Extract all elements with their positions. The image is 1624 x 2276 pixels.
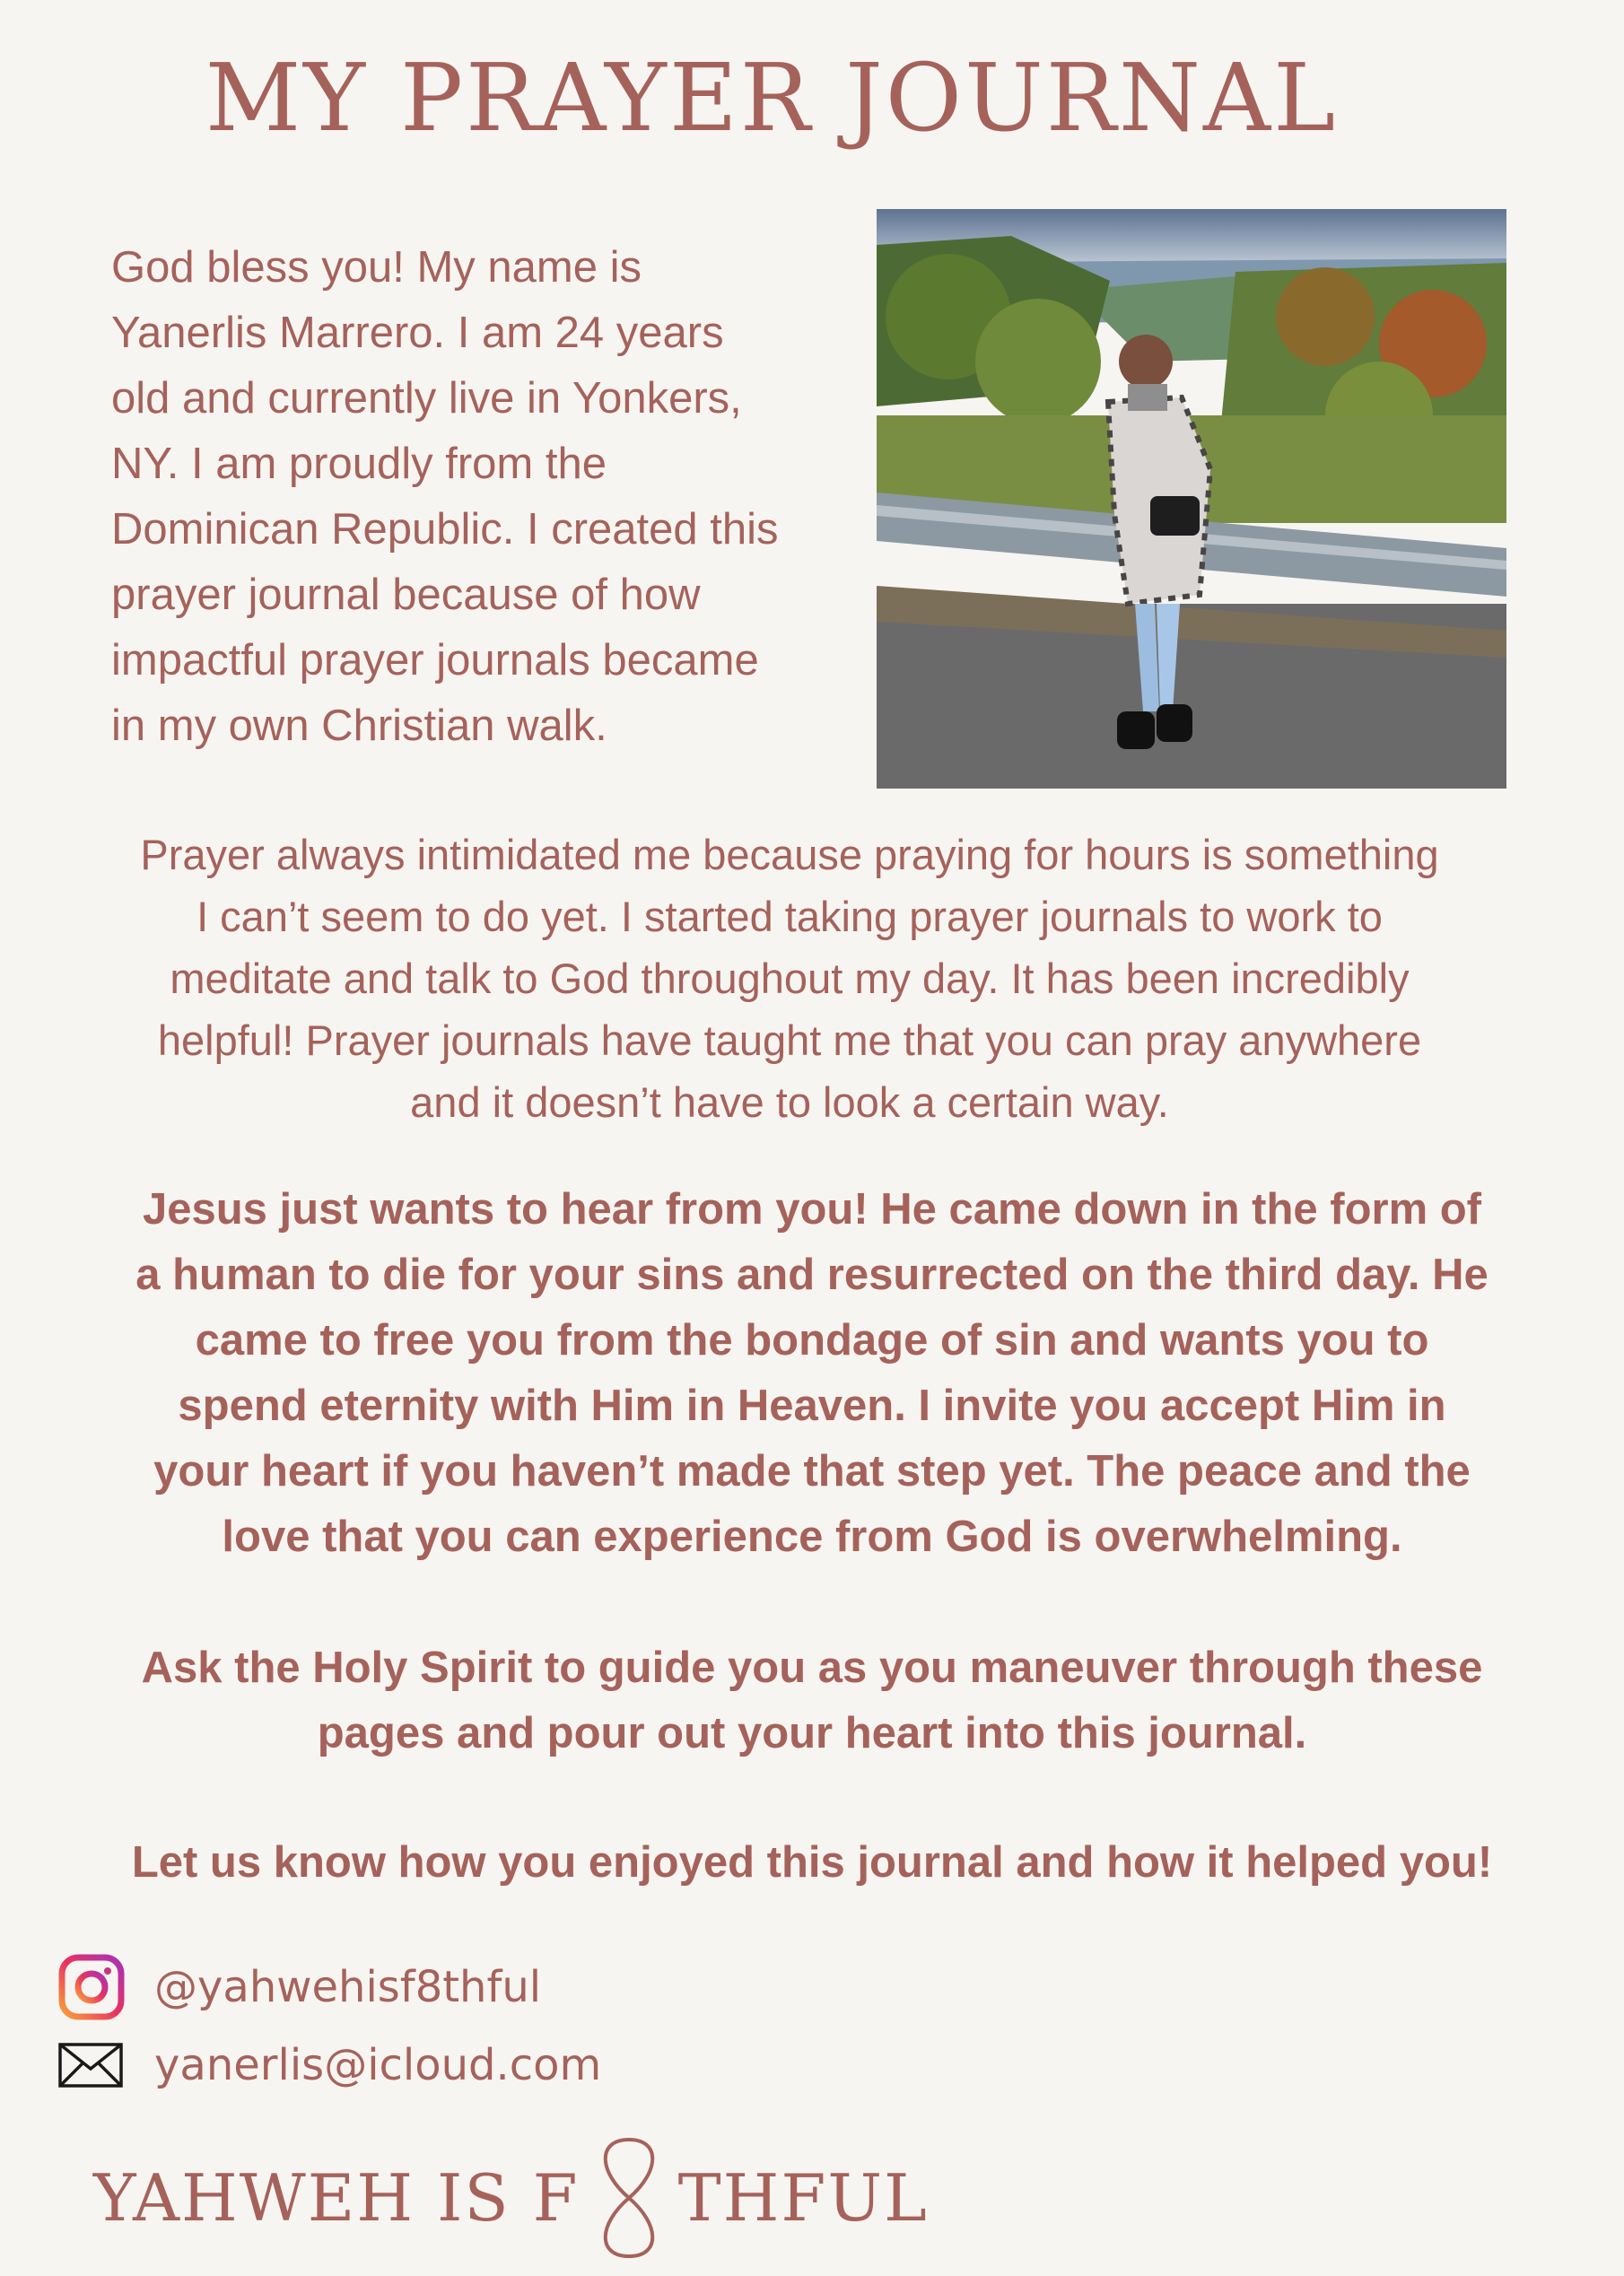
- paragraph-line: helpful! Prayer journals have taught me that you can pray anywhere: [157, 1016, 1422, 1064]
- intro-line: in my own Christian walk.: [111, 702, 607, 750]
- bold-line: Jesus just wants to hear from you! He came down in the form of: [142, 1185, 1481, 1234]
- intro-line: NY. I am proudly from the: [111, 440, 607, 488]
- intro-line: Dominican Republic. I created this: [111, 505, 779, 554]
- paragraph-line: Prayer always intimidated me because praying for hours is something: [140, 831, 1439, 878]
- paragraph-line: meditate and talk to God throughout my day. It has been incredibly: [170, 955, 1410, 1002]
- bold-line: your heart if you haven’t made that step yet. The peace and the: [153, 1447, 1471, 1496]
- bold-line: spend eternity with Him in Heaven. I invite you accept Him in: [178, 1382, 1446, 1430]
- intro-line: impactful prayer journals became: [111, 636, 759, 685]
- bold-paragraph-holy-spirit: [54, 1635, 1570, 1766]
- brand-text-left: YAHWEH IS F: [93, 2160, 580, 2236]
- author-photo: [877, 209, 1506, 789]
- instagram-contact[interactable]: [57, 1951, 541, 2023]
- instagram-handle[interactable]: @yahwehisf8thful: [154, 1962, 542, 2012]
- bold-paragraph-feedback: Let us know how you enjoyed this journal and how it helped you!: [131, 1838, 1493, 1887]
- bold-line: came to free you from the bondage of sin and wants you to: [195, 1316, 1429, 1365]
- brand-logo: [93, 2135, 929, 2261]
- email-contact[interactable]: [57, 2029, 601, 2101]
- infinity-icon: [580, 2135, 678, 2261]
- bold-line: pages and pour out your heart into this journal.: [317, 1709, 1307, 1757]
- intro-line: Yanerlis Marrero. I am 24 years: [111, 309, 724, 357]
- intro-paragraph: [111, 235, 847, 759]
- intro-line: old and currently live in Yonkers,: [111, 374, 742, 423]
- paragraph-line: and it doesn’t have to look a certain way.: [410, 1078, 1169, 1126]
- paragraph-line: I can’t seem to do yet. I started taking prayer journals to work to: [196, 893, 1383, 940]
- bold-line: Ask the Holy Spirit to guide you as you maneuver through these: [141, 1644, 1483, 1692]
- email-address[interactable]: yanerlis@icloud.com: [154, 2040, 602, 2090]
- brand-text-right: THFUL: [677, 2160, 929, 2236]
- instagram-icon: [57, 1951, 129, 2023]
- paragraph-2: [72, 824, 1507, 1133]
- intro-line: prayer journal because of how: [111, 571, 701, 619]
- bold-paragraph-jesus: [54, 1177, 1570, 1570]
- bold-line: love that you can experience from God is overwhelming.: [222, 1513, 1402, 1561]
- bold-line: a human to die for your sins and resurrected on the third day. He: [135, 1251, 1489, 1299]
- envelope-icon: [57, 2029, 129, 2101]
- intro-line: God bless you! My name is: [111, 243, 642, 292]
- page-title: MY PRAYER JOURNAL: [205, 43, 1339, 153]
